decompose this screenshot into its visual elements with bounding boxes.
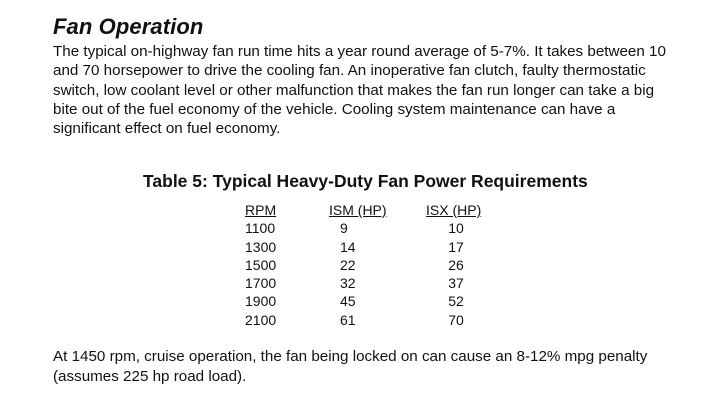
table-cell: 22 — [340, 256, 356, 273]
table-cell: 10 — [448, 220, 464, 237]
paragraph-line: and 70 horsepower to drive the cooling fan. An inoperative fan clutch, faulty thermostatic — [53, 62, 646, 80]
footer-line: (assumes 225 hp road load). — [53, 367, 247, 385]
footer-line: At 1450 rpm, cruise operation, the fan being locked on can cause an 8-12% mpg penalty — [53, 348, 648, 365]
table-cell: 37 — [448, 275, 464, 292]
column-header-isx: ISX (HP) — [426, 202, 482, 218]
column-header-rpm: RPM — [245, 202, 277, 218]
table-cell: 1300 — [245, 238, 277, 255]
table-cell: 1100 — [245, 220, 276, 237]
table-cell: 17 — [448, 238, 464, 255]
isx-column — [426, 201, 480, 329]
table-cell: 52 — [448, 293, 464, 310]
table-cell: 32 — [340, 275, 356, 292]
footer-paragraph — [53, 347, 693, 386]
paragraph-line: significant effect on fuel economy. — [53, 120, 281, 138]
intro-paragraph — [53, 42, 693, 138]
table-cell: 70 — [448, 311, 464, 328]
section-heading: Fan Operation — [53, 14, 204, 39]
ism-column — [329, 201, 385, 329]
table-cell: 1700 — [245, 275, 277, 292]
table-cell: 26 — [448, 256, 464, 273]
rpm-column — [245, 201, 276, 329]
column-header-ism: ISM (HP) — [329, 202, 387, 218]
table-cell: 61 — [340, 311, 356, 328]
table-cell: 14 — [340, 238, 356, 255]
table-cell: 2100 — [245, 311, 277, 328]
table-title: Table 5: Typical Heavy-Duty Fan Power Requirements — [143, 171, 588, 191]
table-cell: 1900 — [245, 293, 277, 310]
table-cell: 9 — [340, 220, 348, 237]
table-cell: 45 — [340, 293, 356, 310]
paragraph-line: switch, low coolant level or other malfunction that makes the fan run longer can take a big — [53, 81, 655, 99]
table-cell: 1500 — [245, 256, 277, 273]
paragraph-line: bite out of the fuel economy of the vehicle. Cooling system maintenance can have a — [53, 100, 616, 118]
paragraph-line: The typical on-highway fan run time hits a year round average of 5-7%. It takes between 10 — [53, 43, 666, 60]
